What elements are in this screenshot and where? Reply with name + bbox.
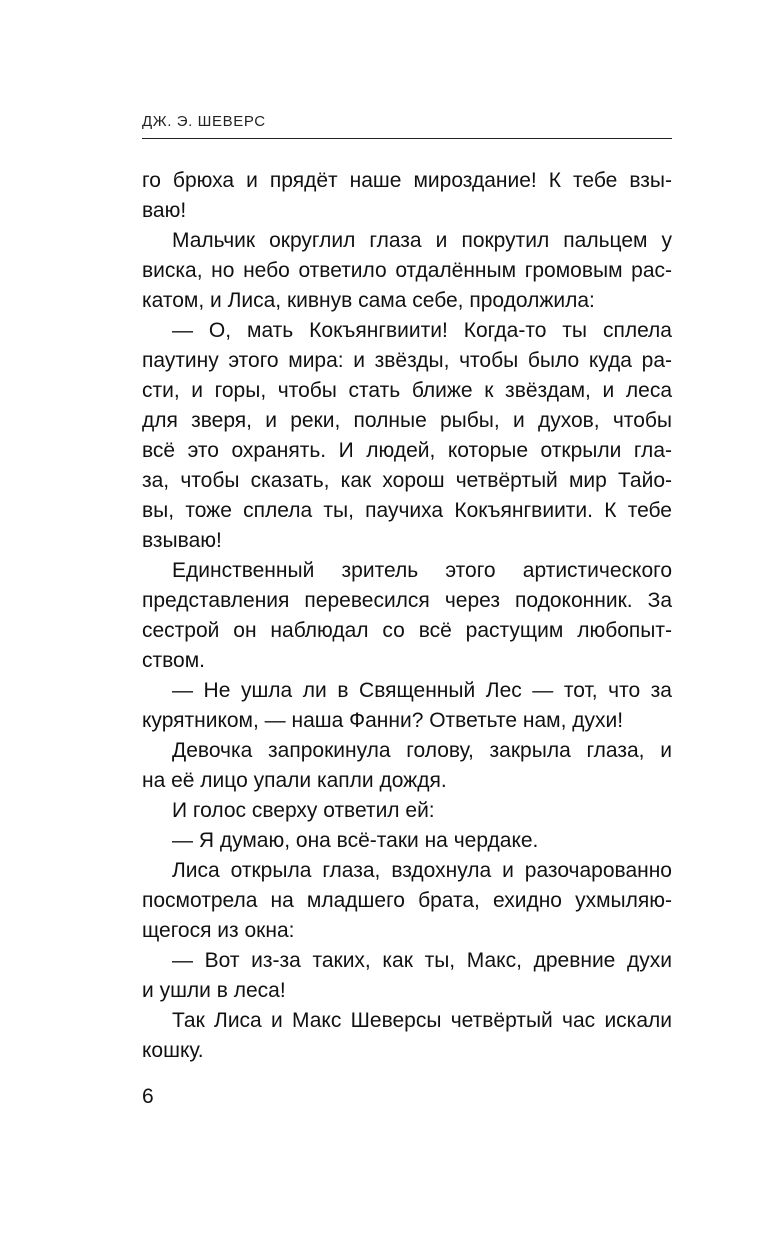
- body-text: [142, 166, 672, 1066]
- page-number: 6: [142, 1085, 154, 1108]
- text-line: и ушли в леса!: [142, 979, 286, 1002]
- text-line: за, чтобы сказать, как хорош четвёртый мир Тайо-: [142, 469, 672, 492]
- text-line: для зверя, и реки, полные рыбы, и духов, чтобы: [142, 409, 672, 432]
- text-line: виска, но небо ответило отдалённым громовым рас-: [142, 259, 672, 282]
- text-line: Мальчик округлил глаза и покрутил пальцем у: [172, 229, 672, 252]
- text-line: курятником, — наша Фанни? Ответьте нам, духи!: [142, 709, 624, 732]
- text-line: Единственный зритель этого артистического: [172, 559, 672, 582]
- text-line: взываю!: [142, 529, 222, 552]
- text-line: сти, и горы, чтобы стать ближе к звёздам, и леса: [142, 379, 672, 402]
- text-line: паутину этого мира: и звёзды, чтобы было куда ра-: [142, 349, 672, 372]
- text-line: — Вот из-за таких, как ты, Макс, древние духи: [172, 949, 672, 972]
- text-line: Так Лиса и Макс Шеверсы четвёртый час искали: [172, 1009, 672, 1032]
- text-line: вы, тоже сплела ты, паучиха Кокъянгвиити. К тебе: [142, 499, 672, 522]
- text-line: ваю!: [142, 199, 187, 222]
- header-rule: [142, 138, 672, 139]
- text-line: И голос сверху ответил ей:: [172, 799, 435, 822]
- text-line: сестрой он наблюдал со всё растущим любопыт-: [142, 619, 672, 642]
- text-line: кошку.: [142, 1039, 204, 1062]
- text-line: — О, мать Кокъянгвиити! Когда-то ты сплела: [172, 319, 672, 342]
- text-line: Лиса открыла глаза, вздохнула и разочарованно: [172, 859, 672, 882]
- text-line: го брюха и прядёт наше мироздание! К тебе взы-: [142, 169, 672, 192]
- text-line: — Я думаю, она всё-таки на чердаке.: [172, 829, 539, 852]
- text-line: представления перевесился через подоконник. За: [142, 589, 672, 612]
- running-header: ДЖ. Э. ШЕВЕРС: [142, 113, 266, 130]
- text-line: всё это охранять. И людей, которые открыли гла-: [142, 439, 672, 462]
- text-line: — Не ушла ли в Священный Лес — тот, что за: [172, 679, 672, 702]
- text-line: на её лицо упали капли дождя.: [142, 769, 447, 792]
- text-line: посмотрела на младшего брата, ехидно ухмыляю-: [142, 889, 672, 912]
- text-line: катом, и Лиса, кивнув сама себе, продолжила:: [142, 289, 595, 312]
- text-line: Девочка запрокинула голову, закрыла глаза, и: [172, 739, 672, 762]
- text-line: ством.: [142, 649, 205, 672]
- text-line: щегося из окна:: [142, 919, 295, 942]
